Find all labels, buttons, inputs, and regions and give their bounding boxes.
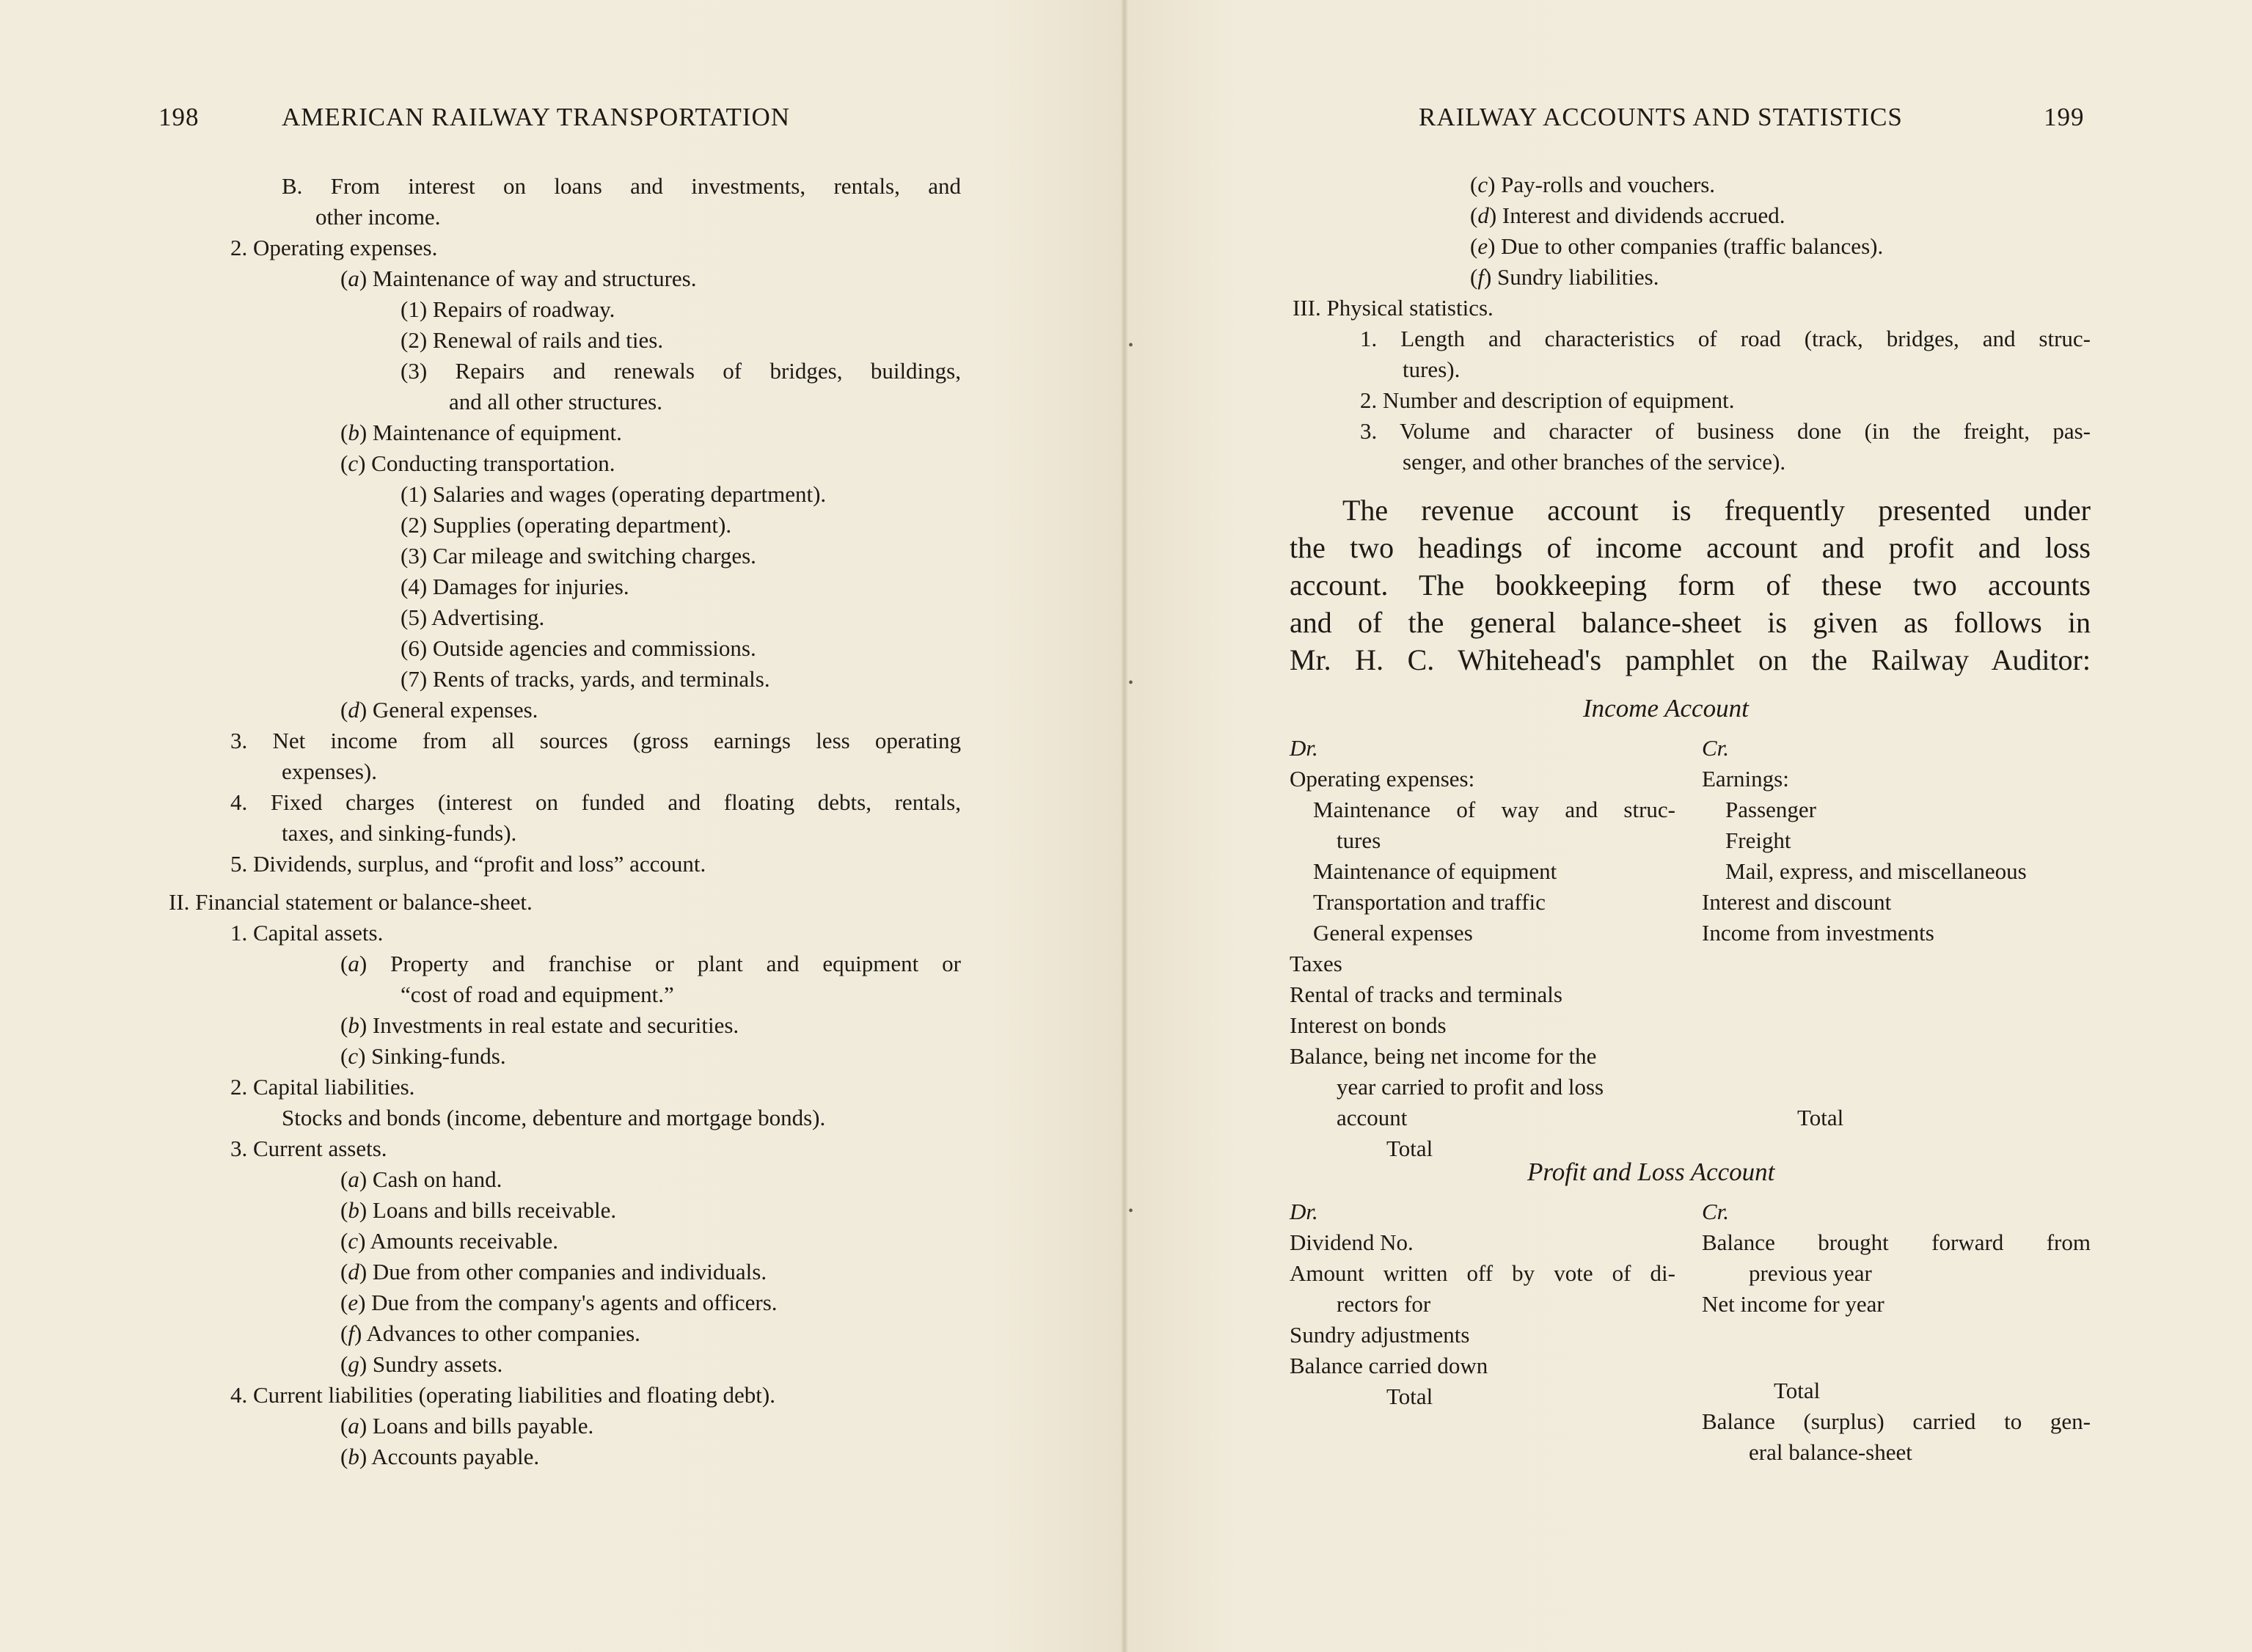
list-marker-letter: a [348,266,359,291]
outline-line: tures). [1403,357,1460,382]
profit-loss-cr-label: Cr. [1702,1199,1730,1224]
outline-line: (a) Loans and bills payable. [340,1413,594,1439]
profit-loss-dr-line: rectors for [1337,1291,1431,1317]
income-cr-line: Earnings: [1702,766,1789,792]
outline-line: (f) Sundry liabilities. [1470,264,1659,290]
list-marker-letter: d [348,697,359,723]
outline-line: 4. Current liabilities (operating liabilities and floating debt). [230,1382,775,1408]
body-paragraph-line: and of the general balance-sheet is given as follows in [1290,606,2091,639]
profit-loss-cr-line: Balance brought forward from [1702,1229,2091,1255]
outline-line: (7) Rents of tracks, yards, and terminals. [401,666,770,692]
outline-line: (6) Outside agencies and commissions. [401,635,756,661]
binding-mark: • [1128,337,1134,354]
book-gutter [1121,0,1128,1652]
list-marker-letter: g [348,1351,359,1377]
outline-line: (b) Maintenance of equipment. [340,420,622,445]
profit-loss-cr-line: eral balance-sheet [1749,1439,1912,1465]
income-dr-line: tures [1337,827,1381,853]
list-marker-letter: d [1477,202,1489,228]
outline-line: other income. [315,204,441,230]
list-marker-letter: b [348,420,359,445]
profit-loss-dr-label: Dr. [1290,1199,1318,1224]
income-cr-total: Total [1797,1105,1844,1130]
outline-line: 2. Capital liabilities. [230,1074,415,1100]
income-cr-label: Cr. [1702,735,1730,761]
income-cr-line: Interest and discount [1702,889,1892,915]
outline-line: B. From interest on loans and investments, rentals, and [282,173,961,199]
income-dr-line: Interest on bonds [1290,1012,1447,1038]
income-cr-line: Income from investments [1702,920,1934,946]
outline-line: (2) Supplies (operating department). [401,512,732,538]
outline-line: (a) Property and franchise or plant and equipment or [340,951,961,976]
profit-loss-cr-line: Balance (surplus) carried to gen- [1702,1408,2091,1434]
profit-loss-dr-line: Sundry adjustments [1290,1322,1470,1348]
income-dr-line: year carried to profit and loss [1337,1074,1604,1100]
outline-line: 5. Dividends, surplus, and “profit and loss” account. [230,851,706,877]
outline-line: (e) Due from the company's agents and officers. [340,1290,778,1315]
profit-loss-dr-total: Total [1386,1384,1433,1409]
outline-line: (b) Accounts payable. [340,1444,540,1469]
outline-line: (3) Repairs and renewals of bridges, buildings, [401,358,961,384]
income-dr-total: Total [1386,1136,1433,1161]
outline-line: (1) Salaries and wages (operating department). [401,481,827,507]
profit-loss-cr-line: Net income for year [1702,1291,1884,1317]
outline-line: (c) Conducting transportation. [340,450,615,476]
outline-line: (5) Advertising. [401,604,545,630]
income-dr-line: Maintenance of equipment [1313,858,1557,884]
list-marker-letter: c [1477,172,1488,197]
outline-line: 1. Capital assets. [230,920,384,946]
profit-loss-cr-line: previous year [1749,1260,1872,1286]
outline-line: 3. Volume and character of business done (in the freight, pas- [1360,418,2091,444]
income-dr-line: Operating expenses: [1290,766,1475,792]
outline-line: and all other structures. [449,389,662,414]
outline-line: (c) Pay-rolls and vouchers. [1470,172,1716,197]
list-marker-letter: b [348,1197,359,1223]
outline-line: III. Physical statistics. [1293,295,1494,321]
list-marker-letter: a [348,951,359,976]
list-marker-letter: e [1477,233,1488,259]
list-marker-letter: b [348,1444,359,1469]
outline-line: (a) Cash on hand. [340,1166,502,1192]
income-account-title: Income Account [1583,694,1749,723]
income-cr-line: Mail, express, and miscellaneous [1725,858,2027,884]
body-paragraph-line: The revenue account is frequently presented under [1342,494,2091,527]
list-marker-letter: c [348,1043,359,1069]
body-paragraph-line: the two headings of income account and profit and loss [1290,531,2091,564]
right-page-number: 199 [2044,103,2085,131]
outline-line: 3. Current assets. [230,1136,387,1161]
binding-mark: • [1128,675,1134,691]
outline-line: Stocks and bonds (income, debenture and mortgage bonds). [282,1105,826,1130]
left-page-number: 198 [158,103,200,131]
profit-loss-dr-line: Balance carried down [1290,1353,1488,1378]
outline-line: (g) Sundry assets. [340,1351,503,1377]
list-marker-letter: b [348,1012,359,1038]
list-marker-letter: a [348,1413,359,1439]
left-running-head: AMERICAN RAILWAY TRANSPORTATION [282,103,791,131]
right-running-head: RAILWAY ACCOUNTS AND STATISTICS [1419,103,1903,131]
outline-line: (3) Car mileage and switching charges. [401,543,756,569]
outline-line: (f) Advances to other companies. [340,1320,640,1346]
profit-loss-dr-line: Dividend No. [1290,1229,1414,1255]
outline-line: 4. Fixed charges (interest on funded and floating debts, rentals, [230,789,961,815]
outline-line: 1. Length and characteristics of road (track, bridges, and struc- [1360,326,2091,351]
income-dr-line: General expenses [1313,920,1473,946]
outline-line: (d) Due from other companies and individuals. [340,1259,767,1284]
outline-line: II. Financial statement or balance-sheet. [169,889,533,915]
outline-line: (b) Loans and bills receivable. [340,1197,617,1223]
income-dr-line: Maintenance of way and struc- [1313,797,1675,822]
list-marker-letter: f [1477,264,1484,290]
income-dr-line: Transportation and traffic [1313,889,1546,915]
income-dr-label: Dr. [1290,735,1318,761]
list-marker-letter: c [348,1228,359,1254]
list-marker-letter: a [348,1166,359,1192]
outline-line: 3. Net income from all sources (gross earnings less operating [230,728,961,753]
outline-line: 2. Operating expenses. [230,235,438,260]
outline-line: (4) Damages for injuries. [401,574,629,599]
outline-line: “cost of road and equipment.” [401,982,674,1007]
income-cr-line: Freight [1725,827,1791,853]
outline-line: (d) Interest and dividends accrued. [1470,202,1785,228]
list-marker-letter: f [348,1320,354,1346]
body-paragraph-line: account. The bookkeeping form of these two accounts [1290,569,2091,602]
outline-line: (1) Repairs of roadway. [401,296,615,322]
outline-line: (e) Due to other companies (traffic balances). [1470,233,1884,259]
income-dr-line: Taxes [1290,951,1342,976]
binding-mark: • [1128,1203,1134,1219]
income-dr-line: account [1337,1105,1408,1130]
list-marker-letter: e [348,1290,359,1315]
profit-loss-dr-line: Amount written off by vote of di- [1290,1260,1675,1286]
outline-line: taxes, and sinking-funds). [282,820,517,846]
outline-line: senger, and other branches of the service). [1403,449,1786,475]
outline-line: 2. Number and description of equipment. [1360,387,1735,413]
profit-loss-title: Profit and Loss Account [1527,1158,1775,1186]
profit-loss-cr-total: Total [1774,1378,1821,1403]
income-cr-line: Passenger [1725,797,1816,822]
list-marker-letter: c [348,450,359,476]
body-paragraph-line: Mr. H. C. Whitehead's pamphlet on the Railway Auditor: [1290,643,2091,676]
outline-line: (b) Investments in real estate and securities. [340,1012,739,1038]
income-dr-line: Balance, being net income for the [1290,1043,1597,1069]
list-marker-letter: d [348,1259,359,1284]
outline-line: (c) Sinking-funds. [340,1043,506,1069]
outline-line: (2) Renewal of rails and ties. [401,327,664,353]
outline-line: (d) General expenses. [340,697,538,723]
outline-line: (c) Amounts receivable. [340,1228,558,1254]
outline-line: expenses). [282,759,377,784]
income-dr-line: Rental of tracks and terminals [1290,982,1562,1007]
outline-line: (a) Maintenance of way and structures. [340,266,697,291]
